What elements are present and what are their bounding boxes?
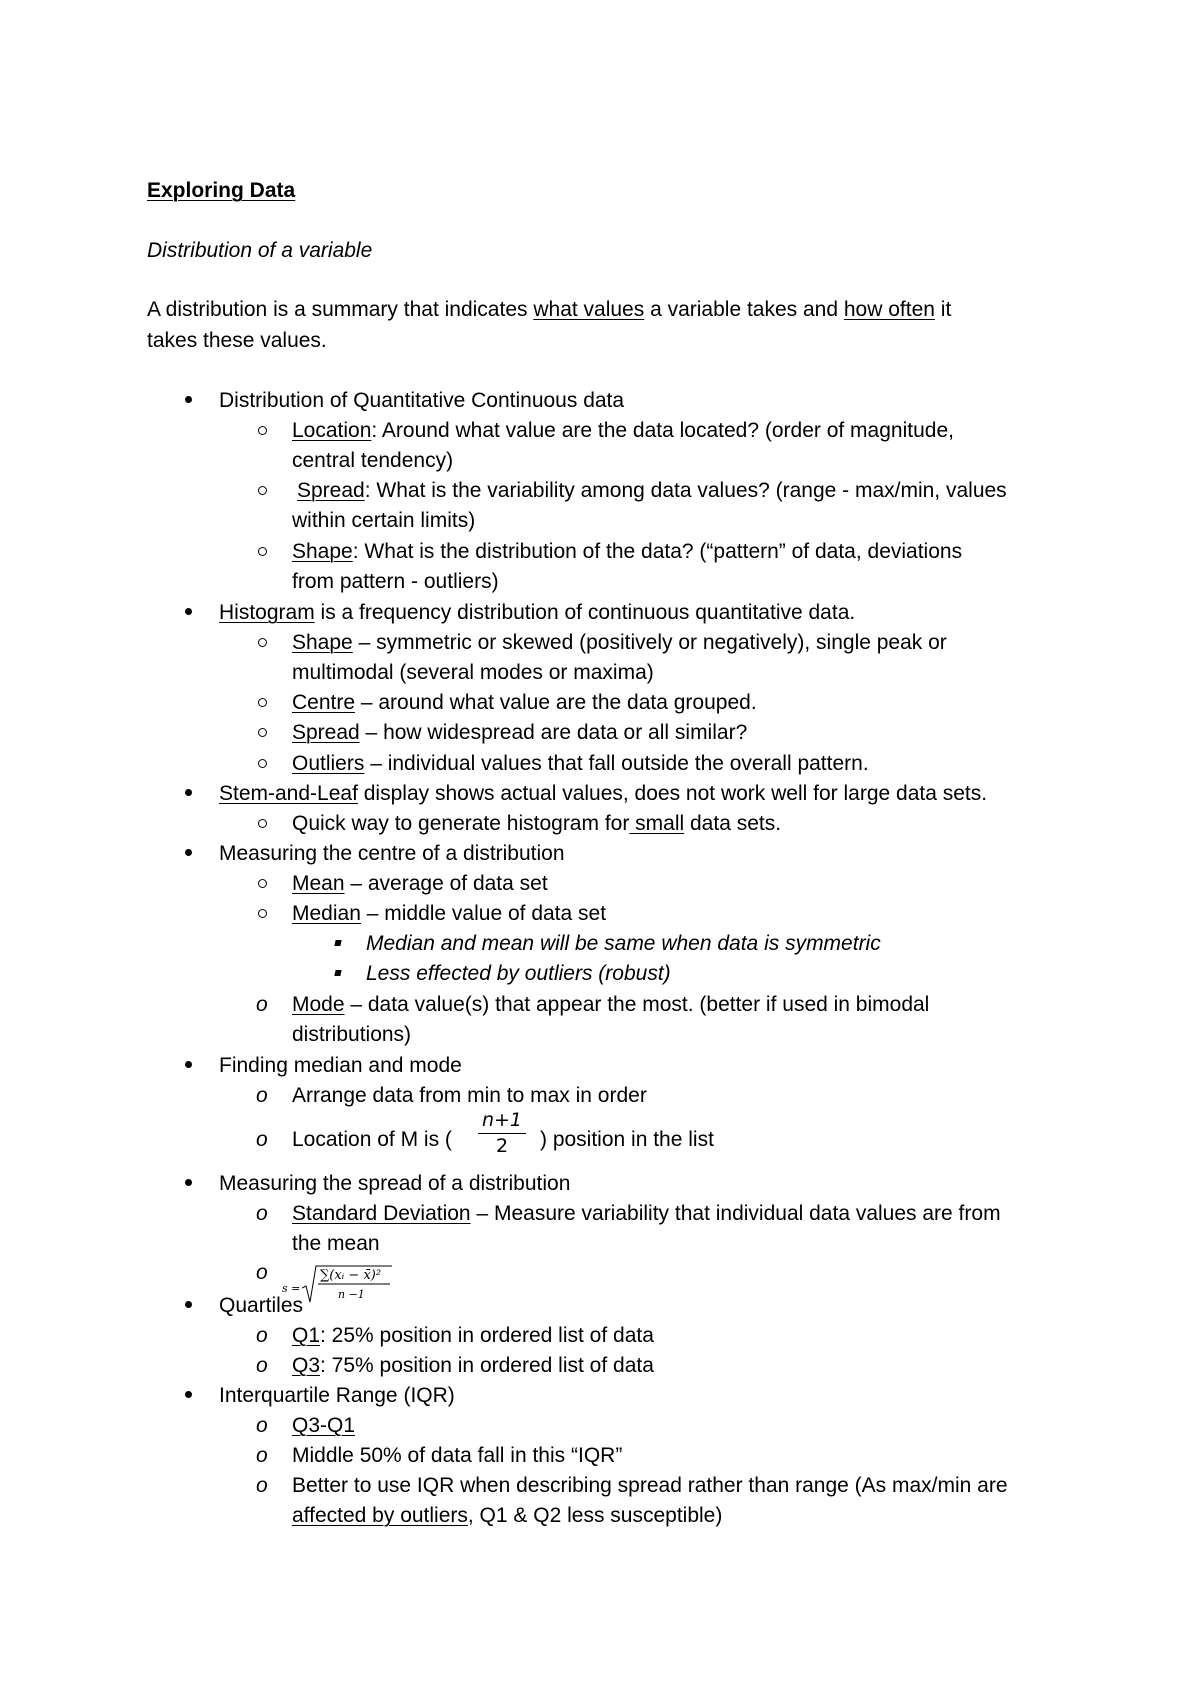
square-bullet-icon [334, 970, 341, 976]
bullet-icon [185, 1061, 192, 1068]
location-m-item-end: ) position in the list [540, 1128, 714, 1151]
shape-item-cont: from pattern - outliers) [292, 570, 499, 593]
q1-item: Q1: 25% position in ordered list of data [292, 1324, 654, 1347]
bullet-icon [185, 608, 192, 615]
bullet-stem-leaf: Stem-and-Leaf display shows actual values, does not work well for large data sets. [219, 782, 988, 805]
std-dev-item-cont: the mean [292, 1232, 380, 1255]
bullet-centre: Measuring the centre of a distribution [219, 842, 565, 865]
location-item-cont: central tendency) [292, 449, 454, 472]
histogram-shape-cont: multimodal (several modes or maxima) [292, 661, 654, 684]
histogram-outliers: Outliers – individual values that fall outside the overall pattern. [292, 752, 869, 775]
circle-bullet-icon: o [256, 1084, 268, 1107]
circle-bullet-icon [258, 879, 267, 888]
square-bullet-icon [334, 940, 341, 946]
circle-bullet-icon [258, 698, 267, 707]
bullet-icon [185, 1391, 192, 1398]
spread-item-cont: within certain limits) [292, 509, 476, 532]
section-subtitle: Distribution of a variable [147, 239, 373, 262]
iqr-formula-item: Q3-Q1 [292, 1414, 356, 1437]
q3-item: Q3: 75% position in ordered list of data [292, 1354, 654, 1377]
location-m-item: Location of M is ( [292, 1128, 452, 1151]
bullet-spread: Measuring the spread of a distribution [219, 1172, 571, 1195]
circle-bullet-icon: o [256, 1324, 268, 1347]
bullet-iqr: Interquartile Range (IQR) [219, 1384, 455, 1407]
bullet-histogram: Histogram is a frequency distribution of continuous quantitative data. [219, 601, 856, 624]
circle-bullet-icon [258, 759, 267, 768]
histogram-spread: Spread – how widespread are data or all similar? [292, 721, 748, 744]
bullet-icon [185, 789, 192, 796]
circle-bullet-icon: o [256, 1202, 268, 1225]
intro-line-1: A distribution is a summary that indicates what values a variable takes and how often it [147, 298, 952, 321]
bullet-icon [185, 396, 192, 403]
std-dev-item: Standard Deviation – Measure variability that individual data values are from [292, 1202, 1001, 1225]
circle-bullet-icon: o [256, 1444, 268, 1467]
circle-bullet-icon: o [256, 1128, 268, 1151]
circle-bullet-icon [258, 728, 267, 737]
median-note-2: Less effected by outliers (robust) [366, 962, 671, 985]
median-item: Median – middle value of data set [292, 902, 607, 925]
median-note-1: Median and mean will be same when data is symmetric [366, 932, 881, 955]
mode-item: Mode – data value(s) that appear the most. (better if used in bimodal [292, 993, 930, 1016]
circle-bullet-icon: o [256, 993, 268, 1016]
arrange-item: Arrange data from min to max in order [292, 1084, 647, 1107]
bullet-median-mode: Finding median and mode [219, 1054, 462, 1077]
circle-bullet-icon [258, 819, 267, 828]
iqr-better-item-cont: affected by outliers, Q1 & Q2 less susceptible) [292, 1504, 723, 1527]
mean-item: Mean – average of data set [292, 872, 548, 895]
spread-item: Spread: What is the variability among data values? (range - max/min, values [297, 479, 1007, 502]
mode-item-cont: distributions) [292, 1023, 412, 1046]
circle-bullet-icon [258, 547, 267, 556]
bullet-1: Distribution of Quantitative Continuous data [219, 389, 625, 412]
histogram-centre: Centre – around what value are the data grouped. [292, 691, 757, 714]
iqr-better-item: Better to use IQR when describing spread rather than range (As max/min are [292, 1474, 1008, 1497]
intro-line-2: takes these values. [147, 329, 327, 352]
circle-bullet-icon: o [256, 1474, 268, 1497]
bullet-icon [185, 1301, 192, 1308]
circle-bullet-icon: o [256, 1354, 268, 1377]
circle-bullet-icon: o [256, 1261, 268, 1284]
circle-bullet-icon [258, 426, 267, 435]
location-item: Location: Around what value are the data located? (order of magnitude, [292, 419, 954, 442]
circle-bullet-icon [258, 638, 267, 647]
bullet-quartiles: Quartiles [219, 1294, 304, 1317]
circle-bullet-icon: o [256, 1414, 268, 1437]
bullet-icon [185, 849, 192, 856]
bullet-icon [185, 1179, 192, 1186]
stem-leaf-sub: Quick way to generate histogram for small data sets. [292, 812, 782, 835]
shape-item: Shape: What is the distribution of the data? (“pattern” of data, deviations [292, 540, 963, 563]
circle-bullet-icon [258, 909, 267, 918]
fraction-n-plus-1-over-2: n+1 2 [478, 1111, 526, 1156]
page-title: Exploring Data [147, 179, 296, 202]
iqr-middle-item: Middle 50% of data fall in this “IQR” [292, 1444, 623, 1467]
std-dev-formula: s = ∑(xᵢ − x̄)² n −1 [280, 1264, 390, 1304]
circle-bullet-icon [258, 486, 267, 495]
histogram-shape: Shape – symmetric or skewed (positively or negatively), single peak or [292, 631, 947, 654]
